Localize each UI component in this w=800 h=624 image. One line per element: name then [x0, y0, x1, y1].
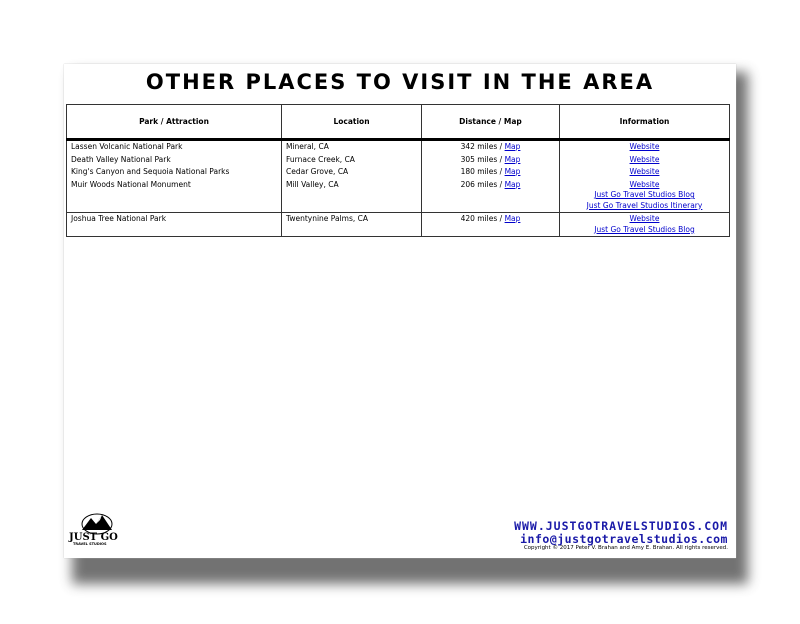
column-header-location: Location	[282, 105, 422, 140]
distance-text: 206 miles /	[460, 179, 503, 189]
park-location: Cedar Grove, CA	[282, 166, 422, 179]
park-distance	[422, 140, 560, 154]
map-link[interactable]: Map	[504, 154, 521, 164]
park-name: King's Canyon and Sequoia National Parks	[67, 166, 282, 179]
footer-website[interactable]: WWW.JUSTGOTRAVELSTUDIOS.COM	[514, 519, 728, 533]
footer-copyright: Copyright © 2017 Peter V. Brahan and Amy E. Brahan. All rights reserved.	[523, 545, 728, 551]
table-row	[67, 179, 730, 213]
table-row	[67, 140, 730, 154]
column-header-information: Information	[560, 105, 730, 140]
column-header-distance: Distance / Map	[422, 105, 560, 140]
distance-text: 342 miles /	[460, 142, 503, 151]
just-go-logo	[67, 512, 133, 546]
park-location: Twentynine Palms, CA	[282, 213, 422, 237]
park-information	[560, 166, 730, 179]
park-distance	[422, 213, 560, 237]
map-link[interactable]: Map	[504, 167, 521, 176]
table-row	[67, 213, 730, 237]
blog-link[interactable]: Just Go Travel Studios Blog	[594, 190, 695, 199]
logo-text: JUST GO	[69, 532, 118, 543]
distance-text: 420 miles /	[460, 214, 503, 223]
park-distance	[422, 179, 560, 213]
distance-text: 180 miles /	[460, 167, 503, 176]
table-header-row	[67, 105, 730, 140]
park-location: Mill Valley, CA	[282, 179, 422, 213]
park-information	[560, 140, 730, 154]
table-row	[67, 154, 730, 167]
park-information	[560, 179, 730, 213]
park-name: Lassen Volcanic National Park	[67, 140, 282, 154]
park-information	[560, 213, 730, 237]
park-location: Mineral, CA	[282, 140, 422, 154]
places-table	[66, 104, 730, 237]
footer-email[interactable]: info@justgotravelstudios.com	[520, 532, 728, 546]
blog-link[interactable]: Just Go Travel Studios Blog	[594, 224, 695, 234]
column-header-park: Park / Attraction	[67, 105, 282, 140]
mountain-logo-icon	[67, 512, 133, 546]
map-link[interactable]: Map	[504, 179, 521, 189]
website-link[interactable]: Website	[629, 142, 660, 151]
logo-subtext: TRAVEL STUDIOS	[73, 542, 107, 546]
park-name: Muir Woods National Monument	[67, 179, 282, 213]
website-link[interactable]: Website	[629, 167, 660, 176]
map-link[interactable]: Map	[504, 214, 521, 223]
page-title: OTHER PLACES TO VISIT IN THE AREA	[145, 70, 655, 94]
distance-text: 305 miles /	[460, 154, 503, 164]
website-link[interactable]: Website	[629, 154, 660, 164]
map-link[interactable]: Map	[504, 142, 521, 151]
document-page	[64, 64, 736, 558]
park-distance	[422, 166, 560, 179]
website-link[interactable]: Website	[629, 214, 660, 223]
park-distance	[422, 154, 560, 167]
park-name: Joshua Tree National Park	[67, 213, 282, 237]
park-name: Death Valley National Park	[67, 154, 282, 167]
park-location: Furnace Creek, CA	[282, 154, 422, 167]
itinerary-link[interactable]: Just Go Travel Studios Itinerary	[586, 200, 703, 210]
table-row	[67, 166, 730, 179]
website-link[interactable]: Website	[629, 179, 660, 189]
park-information	[560, 154, 730, 167]
